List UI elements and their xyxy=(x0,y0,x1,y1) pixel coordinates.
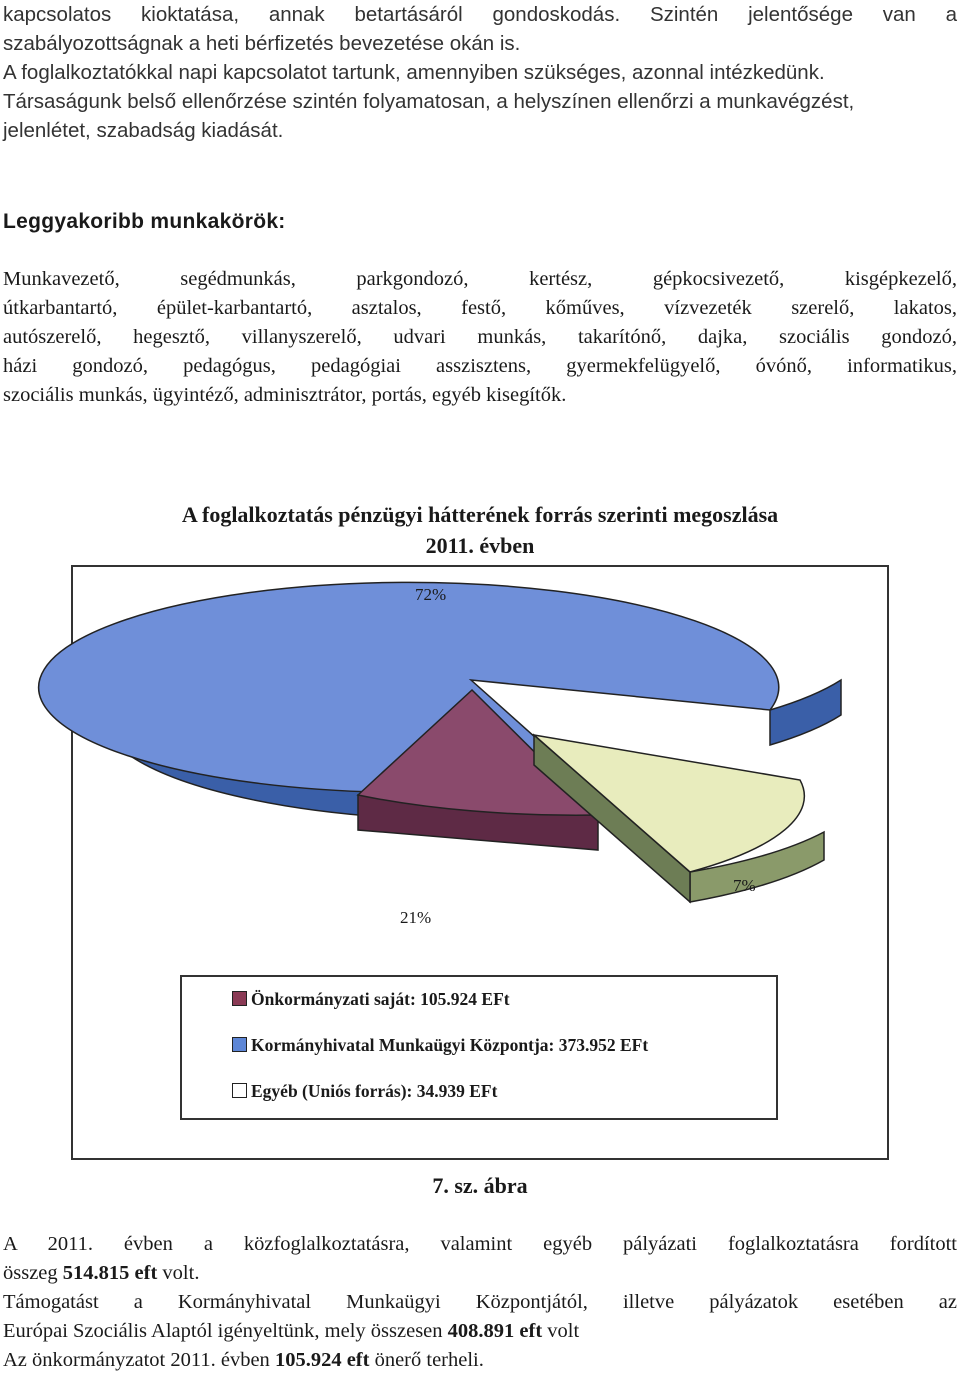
text-line: házi gondozó, pedagógus, pedagógiai asszisztens, gyermekfelügyelő, óvónő, informatikus, xyxy=(3,355,957,377)
legend-swatch xyxy=(232,991,247,1006)
pct-label-kormanyhivatal: 72% xyxy=(415,585,447,604)
text-line: szabályozottságnak a heti bérfizetés bevezetése okán is. xyxy=(3,32,521,55)
legend-swatch xyxy=(232,1083,247,1098)
legend-label: Egyéb (Uniós forrás): 34.939 EFt xyxy=(251,1081,498,1101)
summary-paragraph xyxy=(3,1230,957,1375)
section-heading: Leggyakoribb munkakörök: xyxy=(3,210,286,233)
slice-kormanyhivatal-side-right xyxy=(770,680,841,745)
text-line: autószerelő, hegesztő, villanyszerelő, udvari munkás, takarítónő, dajka, szociális gondozó, xyxy=(3,326,957,348)
legend-item xyxy=(232,1081,497,1102)
figure-caption: 7. sz. ábra xyxy=(432,1173,528,1198)
legend-item xyxy=(232,1035,648,1056)
text-line: A 2011. évben a közfoglalkoztatásra, valamint egyéb pályázati foglalkoztatásra fordított xyxy=(3,1233,957,1255)
text-line: összeg 514.815 eft volt. xyxy=(3,1262,200,1284)
chart-legend xyxy=(180,975,778,1120)
pct-label-onkormanyzati: 21% xyxy=(400,908,432,927)
support-amount: 408.891 eft xyxy=(447,1320,543,1342)
text-line: Munkavezető, segédmunkás, parkgondozó, kertész, gépkocsivezető, kisgépkezelő, xyxy=(3,268,957,290)
total-amount: 514.815 eft xyxy=(62,1262,158,1284)
legend-label: Kormányhivatal Munkaügyi Központja: 373.952 EFt xyxy=(251,1035,649,1055)
legend-item xyxy=(232,989,510,1010)
text-line: Támogatást a Kormányhivatal Munkaügyi Központjától, illetve pályázatok esetében az xyxy=(3,1291,957,1313)
text-line: Európai Szociális Alaptól igényeltünk, mely összesen 408.891 eft volt xyxy=(3,1320,580,1342)
legend-swatch xyxy=(232,1037,247,1052)
chart-title: A foglalkoztatás pénzügyi hátterének forrás szerinti megoszlása xyxy=(181,502,779,527)
pct-label-egyeb: 7% xyxy=(733,876,756,895)
own-contribution-amount: 105.924 eft xyxy=(274,1349,370,1371)
text-line: A foglalkoztatókkal napi kapcsolatot tartunk, amennyiben szükséges, azonnal intézkedünk. xyxy=(3,61,825,84)
chart-subtitle: 2011. évben xyxy=(425,533,535,558)
text-line: útkarbantartó, épület-karbantartó, asztalos, festő, kőműves, vízvezeték szerelő, lakatos, xyxy=(3,297,957,319)
text-line: kapcsolatos kioktatása, annak betartásáról gondoskodás. Szintén jelentősége van a xyxy=(3,3,957,26)
text-line: szociális munkás, ügyintéző, adminisztrátor, portás, egyéb kisegítők. xyxy=(3,384,567,406)
text-line: jelenlétet, szabadság kiadását. xyxy=(3,119,284,142)
text-line: Az önkormányzatot 2011. évben 105.924 eft önerő terheli. xyxy=(3,1349,484,1371)
text-line: Társaságunk belső ellenőrzése szintén folyamatosan, a helyszínen ellenőrzi a munkavégzést, xyxy=(3,90,855,113)
legend-label: Önkormányzati saját: 105.924 EFt xyxy=(251,989,510,1009)
